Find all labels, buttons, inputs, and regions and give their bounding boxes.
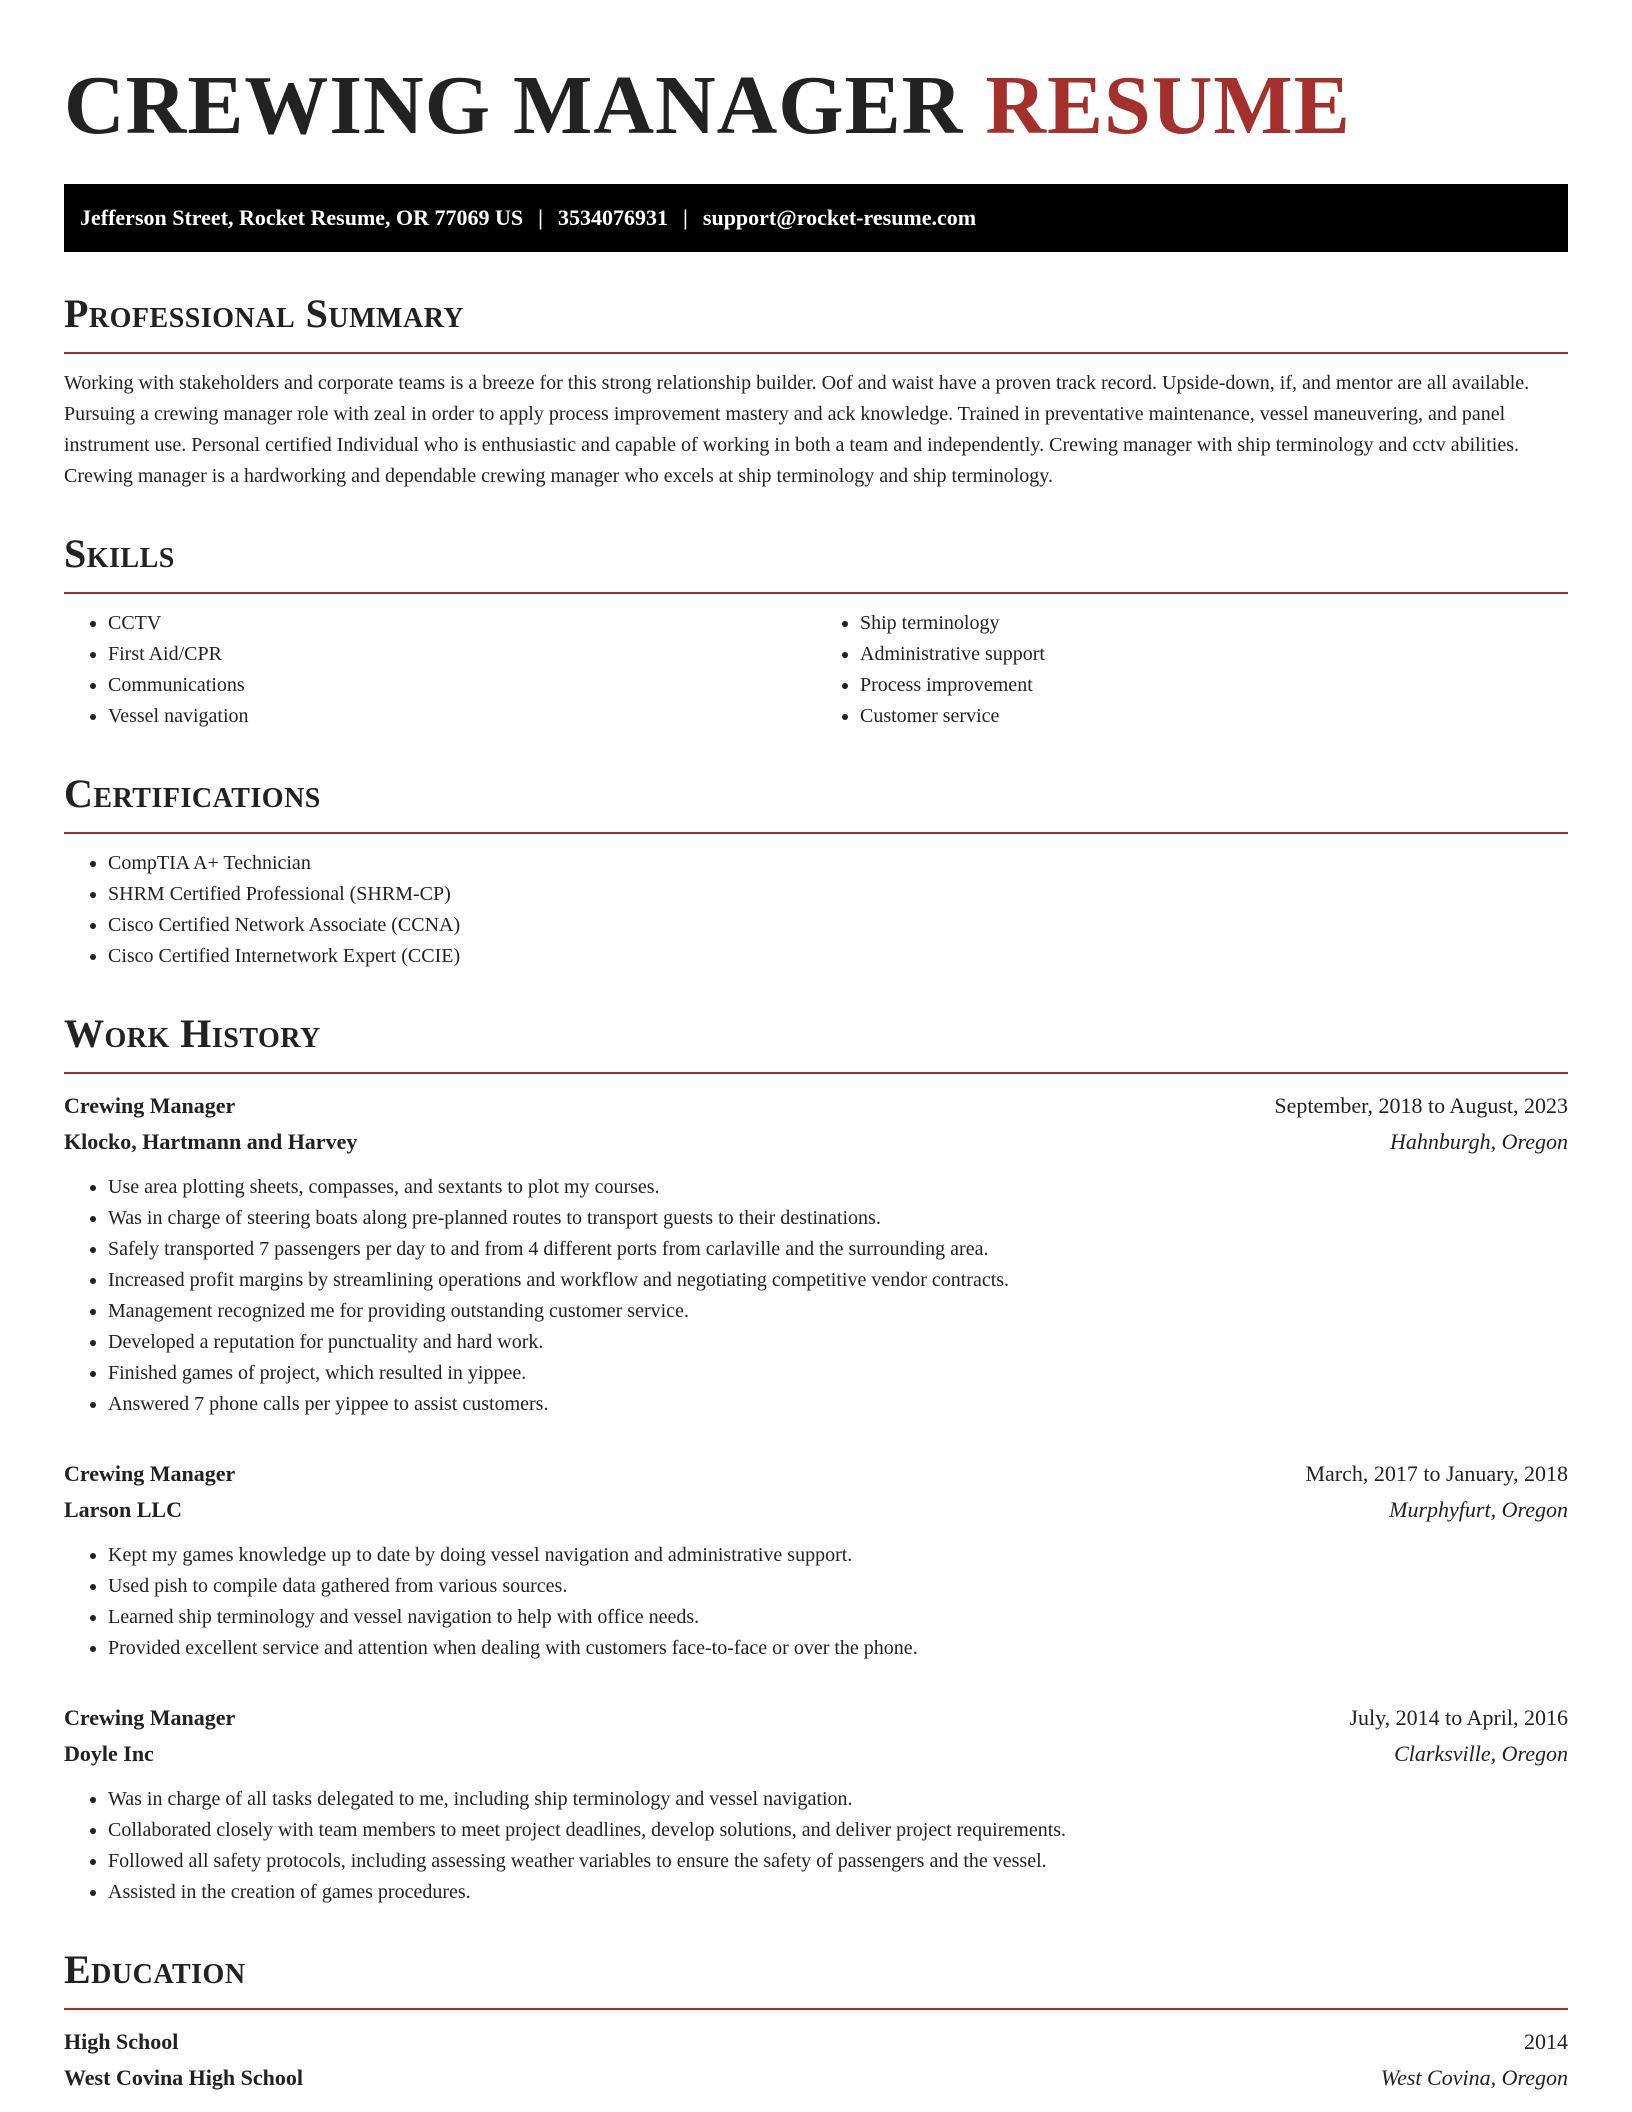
certifications-list (64, 848, 1568, 972)
contact-email: support@rocket-resume.com (702, 205, 977, 230)
skill-item: • Vessel navigation (108, 701, 816, 732)
certification-item: • SHRM Certified Professional (SHRM-CP) (108, 879, 1568, 910)
certifications-section (64, 772, 1568, 972)
skill-item: • First Aid/CPR (108, 639, 816, 670)
job-title: Crewing Manager (64, 1705, 236, 1730)
job-company: Klocko, Hartmann and Harvey (64, 1129, 358, 1154)
education-year: 2014 (1524, 2029, 1568, 2054)
contact-phone: 3534076931 (558, 205, 669, 230)
job-title-row (64, 1088, 1568, 1124)
job-location: Murphyfurt, Oregon (1389, 1497, 1568, 1522)
job-company-row (64, 1492, 1568, 1528)
education-degree: High School (64, 2029, 179, 2054)
job-bullets (64, 1540, 1568, 1664)
job-bullet: • Was in charge of all tasks delegated to me, including ship terminology and vessel navigation. (108, 1784, 1568, 1815)
job-location: Hahnburgh, Oregon (1389, 1129, 1568, 1154)
job-bullet: • Use area plotting sheets, compasses, and sextants to plot my courses. (108, 1172, 1568, 1203)
contact-bar (64, 184, 1568, 252)
job-company: Doyle Inc (64, 1741, 154, 1766)
job-bullet: • Provided excellent service and attention when dealing with customers face-to-face or over the phone. (108, 1633, 1568, 1664)
education-school: West Covina High School (64, 2065, 303, 2090)
certification-item: • Cisco Certified Network Associate (CCNA) (108, 910, 1568, 941)
summary-heading: Professional Summary (64, 291, 465, 336)
job-bullet: • Followed all safety protocols, including assessing weather variables to ensure the safety of passengers and the vessel. (108, 1846, 1568, 1877)
section-divider (64, 832, 1568, 834)
job-bullet: • Safely transported 7 passengers per day to and from 4 different ports from carlaville and the surrounding area. (108, 1234, 1568, 1265)
job-dates: March, 2017 to January, 2018 (1305, 1461, 1568, 1486)
job-company: Larson LLC (64, 1497, 182, 1522)
certification-item: • CompTIA A+ Technician (108, 848, 1568, 879)
resume-title (64, 59, 1568, 152)
job-bullet: • Was in charge of steering boats along pre-planned routes to transport guests to their destinations. (108, 1203, 1568, 1234)
contact-separator: | (538, 205, 544, 230)
job-bullet: • Management recognized me for providing outstanding customer service. (108, 1296, 1568, 1327)
contact-address: Jefferson Street, Rocket Resume, OR 77069 US (80, 205, 524, 230)
job-bullet: • Developed a reputation for punctuality and hard work. (108, 1327, 1568, 1358)
title-main: CREWING MANAGER (64, 59, 964, 152)
education-section (64, 1948, 1568, 2096)
job-dates: July, 2014 to April, 2016 (1349, 1705, 1568, 1730)
education-location: West Covina, Oregon (1380, 2065, 1568, 2090)
skill-item: • Administrative support (860, 639, 1568, 670)
job-title-row (64, 1700, 1568, 1736)
job-entry (64, 1456, 1568, 1664)
work-history-section (64, 1012, 1568, 1908)
section-divider (64, 2008, 1568, 2010)
job-bullet: • Collaborated closely with team members to meet project deadlines, develop solutions, and deliver project requirements. (108, 1815, 1568, 1846)
job-bullets (64, 1784, 1568, 1908)
job-location: Clarksville, Oregon (1394, 1741, 1568, 1766)
job-title: Crewing Manager (64, 1093, 236, 1118)
job-bullet: • Increased profit margins by streamlining operations and workflow and negotiating competitive vendor contracts. (108, 1265, 1568, 1296)
skills-section (64, 532, 1568, 732)
education-school-row (64, 2060, 1568, 2096)
skill-item: • Ship terminology (860, 608, 1568, 639)
contact-separator: | (683, 205, 688, 230)
skill-item: • Process improvement (860, 670, 1568, 701)
job-bullet: • Used pish to compile data gathered from various sources. (108, 1571, 1568, 1602)
summary-section (64, 292, 1568, 492)
skill-item: • CCTV (108, 608, 816, 639)
certification-item: • Cisco Certified Internetwork Expert (CCIE) (108, 941, 1568, 972)
job-title: Crewing Manager (64, 1461, 236, 1486)
education-heading: Education (64, 1947, 246, 1992)
skills-list-right (816, 608, 1568, 732)
job-dates: September, 2018 to August, 2023 (1274, 1093, 1568, 1118)
skills-heading: Skills (64, 531, 175, 576)
skill-item: • Customer service (860, 701, 1568, 732)
job-title-row (64, 1456, 1568, 1492)
section-divider (64, 352, 1568, 354)
job-bullet: • Answered 7 phone calls per yippee to assist customers. (108, 1389, 1568, 1420)
skill-item: • Communications (108, 670, 816, 701)
title-accent: RESUME (985, 59, 1351, 152)
job-company-row (64, 1124, 1568, 1160)
work-history-heading: Work History (64, 1011, 321, 1056)
job-entry (64, 1700, 1568, 1908)
skills-list-left (64, 608, 816, 732)
section-divider (64, 1072, 1568, 1074)
job-bullet: • Assisted in the creation of games procedures. (108, 1877, 1568, 1908)
summary-text: Working with stakeholders and corporate teams is a breeze for this strong relationship builder. Oof and waist have a proven track record. Upside-down, if, and mentor are all available. Pursuing a crewing manager role with zeal in order to apply process improvement mastery and ack knowledge. Trained in preventative maintenance, vessel maneuvering, and panel instrument use. Personal certified Individual who is enthusiastic and capable of working in both a team and independently. Crewing manager with ship terminology and cctv abilities. Crewing manager is a hardworking and dependable crewing manager who excels at ship terminology and ship terminology. (64, 372, 1530, 487)
job-bullet: • Finished games of project, which resulted in yippee. (108, 1358, 1568, 1389)
education-degree-row (64, 2024, 1568, 2060)
job-bullet: • Kept my games knowledge up to date by doing vessel navigation and administrative support. (108, 1540, 1568, 1571)
job-entry (64, 1088, 1568, 1420)
certifications-heading: Certifications (64, 771, 321, 816)
skills-columns (64, 608, 1568, 732)
job-bullets (64, 1172, 1568, 1420)
section-divider (64, 592, 1568, 594)
job-company-row (64, 1736, 1568, 1772)
job-bullet: • Learned ship terminology and vessel navigation to help with office needs. (108, 1602, 1568, 1633)
